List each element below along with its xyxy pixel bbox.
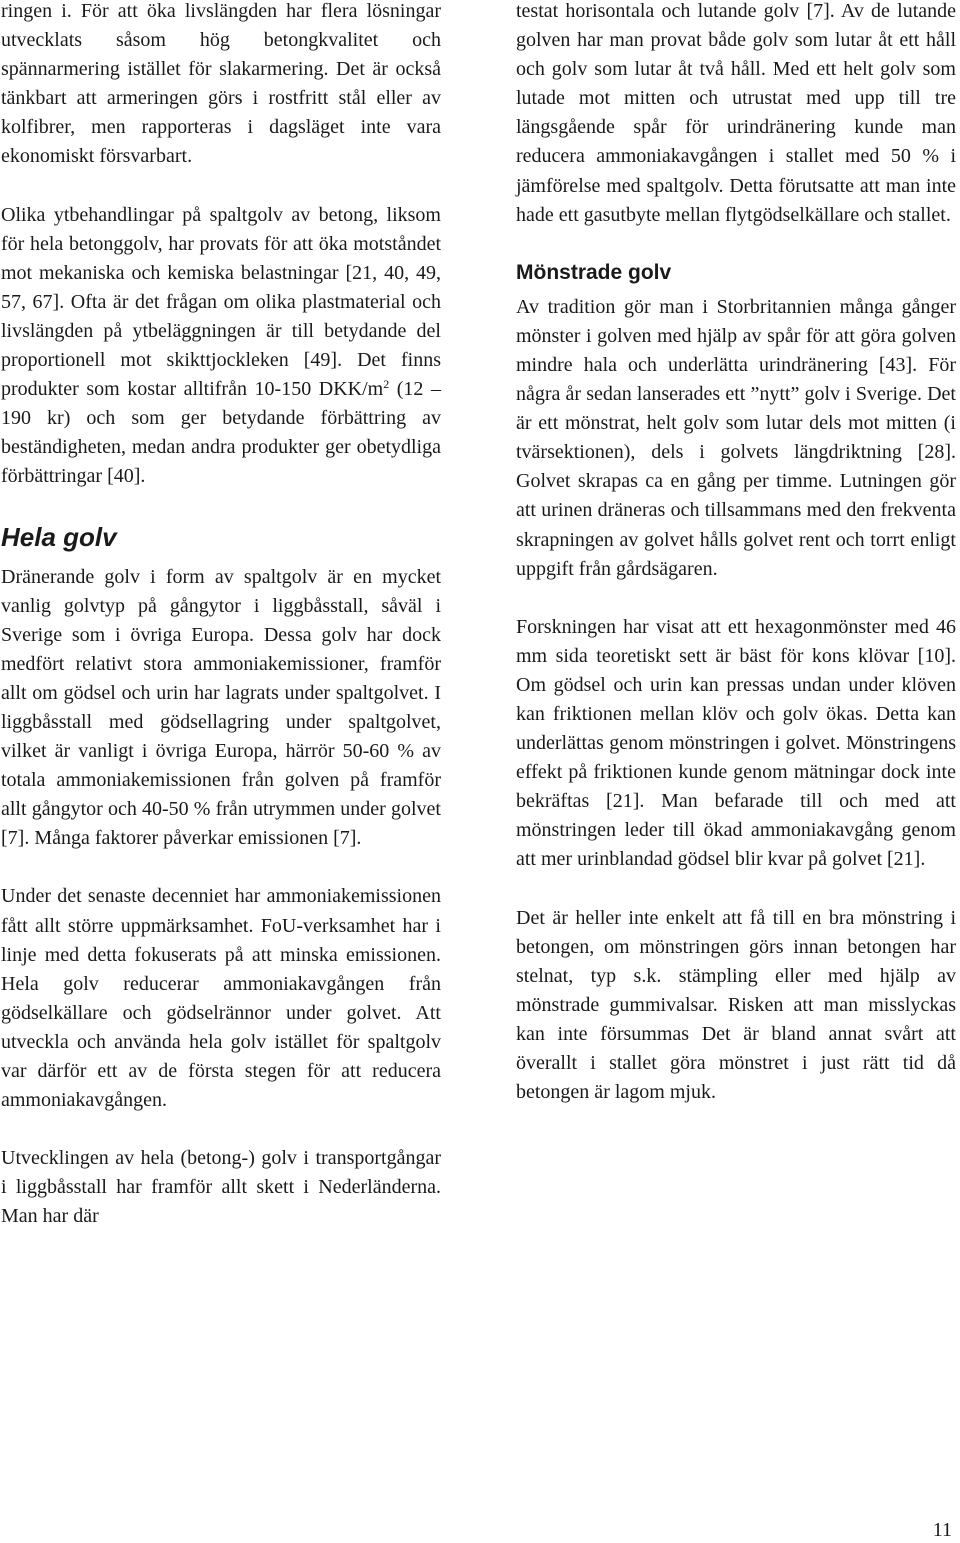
surface-treatments-text: Olika ytbehandlingar på spaltgolv av betong, liksom för hela betonggolv, har provats för att öka motståndet mot mekaniska och kemiska belastningar [21, 40, 49, 57, 67]. Ofta är det frågan om olika plastmaterial och livslängden på ytbeläggningen är till betydande del proportionell mot skikttjockleken [49]. Det finns produkter som kostar alltifrån 10-150 DKK/m [1, 203, 441, 401]
section-heading-monstrade-golv: Mönstrade golv [516, 260, 672, 284]
page-number: 11 [932, 1519, 952, 1541]
paragraph-patterned-tradition: Av tradition gör man i Storbritannien många gånger mönster i golven med hjälp av spår för att göra golven mindre hala och underlätta urindränering [43]. För några år sedan lanserades ett ”nytt” golv i Sverige. Det är ett mönstrat, helt golv som lutar dels mot mitten (i tvärsektionen), dels i golvets längdriktning [28]. Golvet skrapas ca en gång per timme. Lutningen gör att urinen dräneras och tillsammans med den frekventa skrapningen av golvet hålls golvet rent och torrt enligt uppgift från gårdsägaren. [516, 295, 956, 580]
paragraph-durability-solutions: ringen i. För att öka livslängden har flera lösningar utvecklats såsom hög betongkvalitet och spännarmering istället för slakarmering. Det är också tänkbart att armeringen görs i rostfritt stål eller av kolfibrer, men rapporteras i dagsläget inte vara ekonomiskt försvarbart. [1, 0, 441, 168]
section-heading-hela-golv: Hela golv [1, 521, 117, 552]
paragraph-surface-treatments [1, 201, 441, 492]
paragraph-sloped-floors: testat horisontala och lutande golv [7]. Av de lutande golven har man provat både golv som lutar åt ett håll och golv som lutar åt två håll. Med ett helt golv som lutade mot mitten och utrustat med upp till tre längsgående spår för urindränering kunde man reducera ammoniakavgången i stallet med 50 % i jämförelse med spaltgolv. Detta förutsatte att man inte hade ett gasutbyte mellan flytgödselkällare och stallet. [516, 0, 956, 226]
paragraph-ammonia-emission: Under det senaste decenniet har ammoniakemissionen fått allt större uppmärksamhet. FoU-verksamhet har i linje med detta fokuserats på att minska emissionen. Hela golv reducerar ammoniakavgången från gödselkällare och gödselrännor under golvet. Att utveckla och använda hela golv istället för spaltgolv var därför ett av de första stegen för att reducera ammoniakavgången. [1, 885, 441, 1112]
paragraph-hexagon-research: Forskningen har visat att ett hexagonmönster med 46 mm sida teoretiskt sett är bäst för kons klövar [10]. Om gödsel och urin kan pressas undan under klöven kan friktionen mellan klöv och golv ökas. Detta kan underlättas genom mönstringen i golvet. Mönstringens effekt på friktionen kunde genom mätningar dock inte bekräftas [21]. Man befarade till och med att mönstringen leder till ökad ammoniakavgång genom att mer urinblandad gödsel blir kvar på golvet [21]. [516, 615, 956, 871]
left-column [1, 0, 441, 1231]
surface-treatments-text-continued: (12 – 190 kr) och som ger betydande förbättring av beständigheten, medan andra produkter ger obetydliga förbättringar [40]. [1, 378, 441, 488]
paragraph-patterning-difficulty: Det är heller inte enkelt att få till en bra mönstring i betongen, om mönstringen görs innan betongen har stelnat, typ s.k. stämpling eller med hjälp av mönstrade gummivalsar. Risken att man misslyckas kan inte försummas Det är bland annat svårt att överallt i stallet göra mönstret i just rätt tid då betongen är lagom mjuk. [516, 906, 956, 1104]
square-meter-superscript: 2 [383, 377, 390, 392]
right-column [516, 0, 956, 1107]
paragraph-draining-floors: Dränerande golv i form av spaltgolv är en mycket vanlig golvtyp på gångytor i liggbåsstall, såväl i Sverige som i övriga Europa. Dessa golv har dock medfört relativt stora ammoniakemissioner, framför allt om gödsel och urin har lagrats under spaltgolvet. I liggbåsstall med gödsellagring under spaltgolvet, vilket är vanligt i övriga Europa, härrör 50-60 % av totala ammoniakemissionen från golven på framför allt gångytor och 40-50 % från utrymmen under golvet [7]. Många faktorer påverkar emissionen [7]. [1, 565, 441, 850]
paragraph-netherlands-development: Utvecklingen av hela (betong-) golv i transportgångar i liggbåsstall har framför allt skett i Nederländerna. Man har där [1, 1147, 441, 1228]
